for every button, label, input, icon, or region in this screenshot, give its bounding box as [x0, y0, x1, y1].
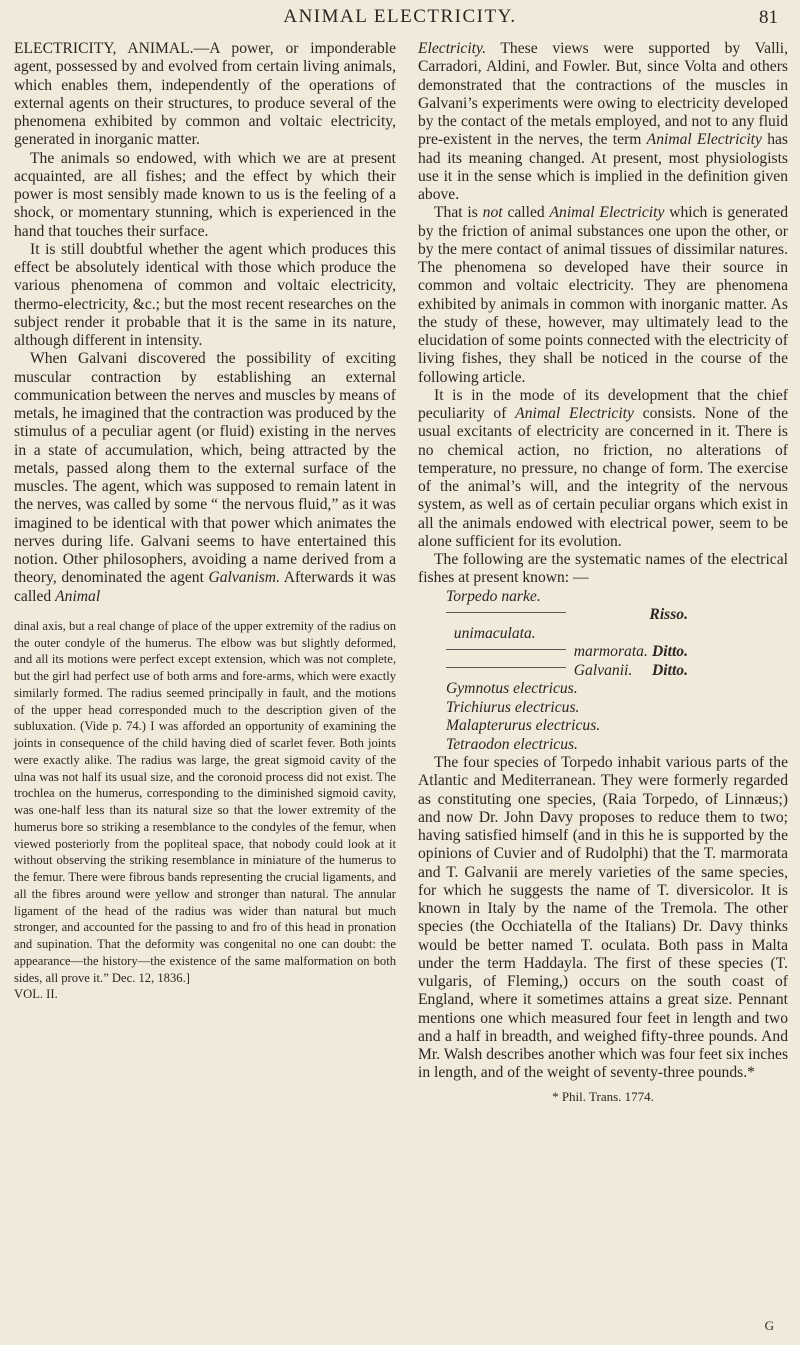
paragraph-text: —A power, or imponderable agent, possessed by and evolved from certain living animals, which enables them, independently of the operations of external agents on their structures, to produce several of the phenomena exhibited by common and voltaic electricity, generated in inorganic matter. — [14, 40, 396, 149]
species-row — [418, 606, 788, 643]
species-name: Galvanii. — [418, 662, 632, 681]
paragraph-torpedo: The four species of Torpedo inhabit various parts of the Atlantic and Mediterranean. They were formerly regarded as constituting one species, (Raia Torpedo, of Linnæus;) and now Dr. John Davy proposes to reduce them to two; having satisfied himself (and in this he is supported by the opinions of Cuvier and of Rudolphi) that the T. marmorata and T. Galvanii are merely varieties of the same species, for which he suggests the name of T. diversicolor. It is known in Italy by the name of the Tremola. The other species (the Occhiatella of the Italians) Dr. Davy thinks would be better named T. oculata. Both pass in Malta under the term Haddayla. The first of these species (T. vulgaris, of Fleming,) occurs on the south coast of England, where it sometimes attains a great size. Pennant mentions one which measured four feet in length and two and a half in breadth, and weighed fifty-three pounds. And Mr. Walsh describes another which was four feet six inches in length, and of the weight of seventy-three pounds.* — [418, 754, 789, 1082]
paragraph-text: When Galvani discovered the possibility of exciting muscular contraction by establishing an external communication between the nerves and muscles by means of metals, he imagined that the contraction was produced by the stimulus of a peculiar agent (or fluid) existing in the nerves in a state of accumulation, which, being attracted by the metals, passed along them to the external surface of the muscles. The agent, which was supposed to remain latent in the nerves, was called by some “ the nervous fluid,” as it was imagined to be identical with that power which animates the nerves during life. Galvani seems to have entertained this notion. Other philosophers, avoiding a name derived from a theory, denominated the agent — [14, 350, 396, 587]
ditto-rule — [446, 612, 566, 613]
species-list — [418, 588, 788, 755]
species-row — [418, 699, 788, 718]
species-name: Tetraodon electricus. — [446, 735, 578, 753]
paragraph-text: Afterwards it was called — [14, 569, 396, 605]
ditto-rule — [446, 649, 566, 650]
paragraph-galvani — [14, 350, 396, 606]
italic-term: Animal — [55, 587, 101, 605]
right-column — [418, 40, 788, 1105]
paragraph-text: called — [502, 204, 550, 222]
species-authority: Risso. — [649, 606, 688, 623]
italic-term: Animal Electricity — [515, 405, 634, 422]
paragraph-text: has had its meaning changed. At present, most physiologists use it in the sense which is implied in the definition given above. — [418, 131, 788, 203]
paragraph-definition — [14, 40, 396, 150]
paragraph-doubtful: It is still doubtful whether the agent which produces this effect be absolutely identical with those which produce the various phenomena of common and voltaic electricity, thermo-electricity, &c.; but the most recent researches on the subject render it probable that it is the same in its nature, although different in intensity. — [14, 240, 396, 349]
paragraph-mode — [418, 387, 788, 551]
species-name: Trichiurus electricus. — [446, 698, 580, 716]
running-head: ANIMAL ELECTRICITY. — [283, 6, 517, 27]
left-column — [14, 40, 396, 1002]
paragraph-text: That is — [434, 204, 483, 222]
page-header — [0, 6, 800, 36]
paragraph-names-intro: The following are the systematic names of the electrical fishes at present known: — — [418, 551, 788, 587]
species-name: marmorata. — [418, 643, 648, 662]
paragraph-views — [418, 40, 788, 204]
species-row — [418, 717, 788, 736]
ditto-rule — [446, 667, 566, 668]
footnote-text: dinal axis, but a real change of place of the upper extremity of the radius on the outer condyle of the humerus. The elbow was but slightly deformed, and all its motions were perfect except extension, which was not complete, but the girl had perfect use of both arms and fore-arms, which were exactly similarly formed. The radius seemed principally in fault, and the motions of the upper head corresponded much to the description given of the subluxation. (Vide p. 74.) I was afforded an opportunity of examining the joints in consequence of the child having died of scarlet fever. Both joints were exactly alike. The radius was large, the great sigmoid cavity of the ulna was not half its usual size, and the coronoid process did not exist. The trochlea on the humerus, corresponding to the diminished sigmoid cavity, was one-half less than its natural size so that the lower extremity of the humerus bore so striking a resemblance to the condyles of the femur, when viewed posteriorly from the popliteal space, that nobody could look at it without observing the striking resemblance in miniature of the humerus to the femur. There were fibrous bands representing the crucial ligaments, and all the fibres around were yellow and stronger than natural. The annular ligament of the head of the radius was wider than natural but much stronger, and accounted for the passing to and fro of this head in pronation and supination. That the deformity was congenital no one can doubt: the appearance—the history—the existence of the same malformation on both sides, all prove it.” Dec. 12, 1836.] — [14, 618, 396, 985]
page-number: 81 — [759, 7, 778, 28]
italic-term: Galvanism. — [208, 569, 280, 587]
entry-heading: ELECTRICITY, ANIMAL. — [14, 40, 194, 57]
species-row — [418, 736, 788, 755]
species-name: Malapterurus electricus. — [446, 717, 601, 734]
species-row — [418, 680, 788, 699]
paragraph-text: which is generated by the friction of animal substances one upon the other, or by the mere contact of animal tissues of dissimilar natures. The phenomena so developed have their source in common and voltaic electricity. They are phenomena exhibited by animals in common with inorganic matter. As the study of these, however, may ultimately lead to the elucidation of some points connected with the electricity of living fishes, they shall be noticed in the course of the following article. — [418, 204, 788, 386]
italic-term: Electricity. — [418, 40, 486, 57]
species-row — [418, 662, 788, 681]
species-authority: Ditto. — [652, 661, 688, 679]
footnote-block — [14, 618, 396, 1003]
volume-mark: VOL. II. — [14, 987, 58, 1002]
paragraph-not-called — [418, 204, 788, 387]
paragraph-text: consists. None of the usual excitants of electricity are concerned in it. There is no chemical action, no friction, no alterations of temperature, no pressure, no change of form. The exercise of the animal’s will, and the integrity of the nervous system, as well as of certain peculiar organs which exist in all the animals endowed with electrical power, seem to be alone sufficient for its evolution. — [418, 405, 788, 550]
signature-mark: G — [764, 1318, 774, 1333]
italic-term: Animal Electricity — [549, 204, 665, 222]
italic-term: Animal Electricity — [646, 131, 762, 149]
species-row — [418, 643, 788, 662]
species-row — [418, 588, 788, 607]
species-authority: Ditto. — [652, 643, 688, 660]
paragraph-text: It is in the mode of its development that the chief peculiarity of — [418, 386, 788, 422]
paragraph-text: These views were supported by Valli, Carradori, Aldini, and Fowler. But, since Volta and others demonstrated that the contractions of the muscles in Galvani’s experiments were owing to electricity developed by the contact of the metals employed, and not to any fluid pre-existent in the nerves, the term — [418, 40, 788, 149]
paragraph-fishes: The animals so endowed, with which we are at present acquainted, are all fishes; and the effect by which their power is most sensibly made known to us is the feeling of a shock, or momentary stunning, which is experienced in the hand that touches their surface. — [14, 149, 396, 240]
species-name: Gymnotus electricus. — [446, 680, 578, 697]
species-name: unimaculata. — [418, 606, 649, 643]
italic-term: not — [482, 204, 503, 222]
species-name: Torpedo narke. — [446, 587, 541, 605]
footnote-phil-trans: * Phil. Trans. 1774. — [552, 1088, 654, 1104]
